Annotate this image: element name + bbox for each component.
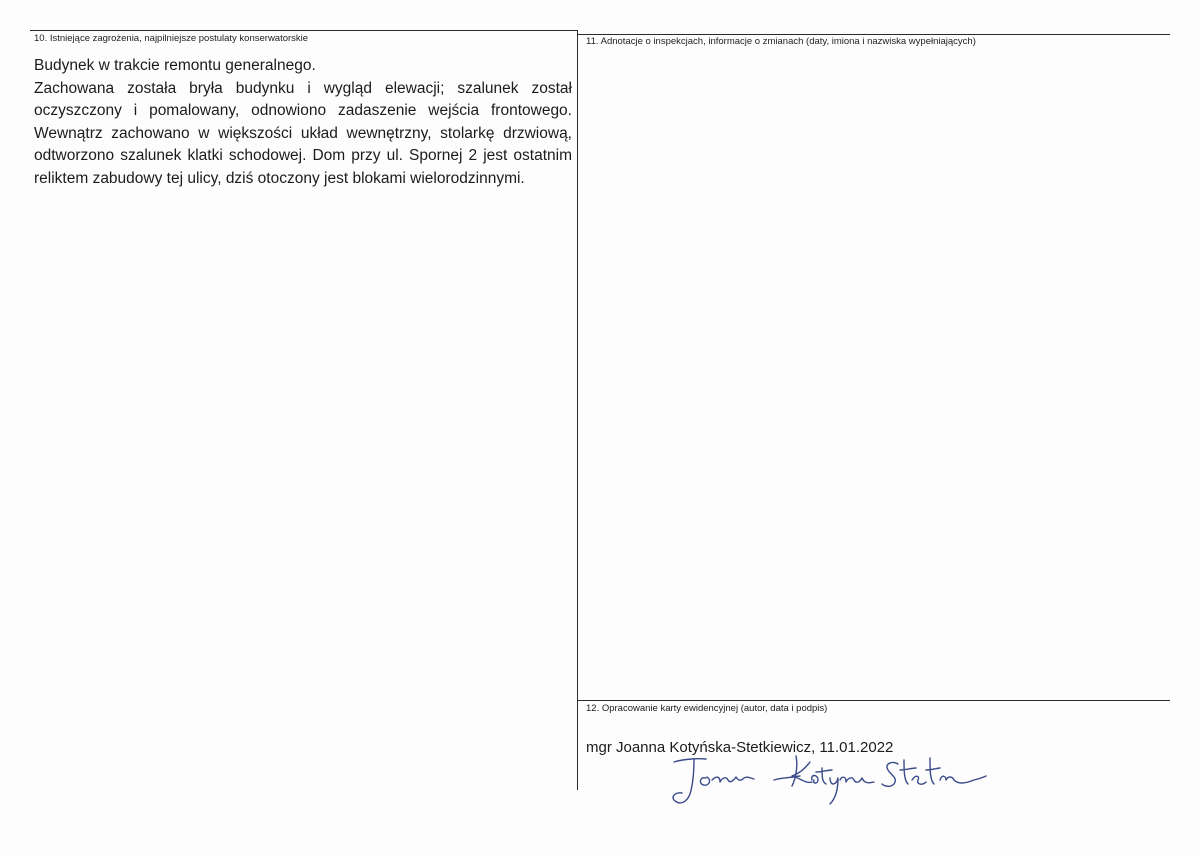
section-10-first-line: Budynek w trakcie remontu generalnego. <box>34 57 316 74</box>
section-11-top-rule <box>577 34 1170 35</box>
author-line: mgr Joanna Kotyńska-Stetkiewicz, 11.01.2022 <box>586 739 894 756</box>
handwritten-signature <box>650 740 990 816</box>
section-10-paragraph: Zachowana została bryła budynku i wygląd elewacji; szalunek został oczyszczony i pomalowany, odnowiono zadaszenie wejścia frontowego. Wewnątrz zachowano w większości układ wewnętrzny, stolarkę drzwiową, odtworzono szalunek klatki schodowej. Dom przy ul. Spornej 2 jest ostatnim reliktem zabudowy tej ulicy, dziś otoczony jest blokami wielorodzinnymi. <box>34 79 572 187</box>
section-12-label: 12. Opracowanie karty ewidencyjnej (autor, data i podpis) <box>586 703 828 714</box>
section-10-label: 10. Istniejące zagrożenia, najpilniejsze postulaty konserwatorskie <box>34 33 309 44</box>
record-card-page <box>30 30 1170 790</box>
section-10-content <box>34 55 572 190</box>
column-divider <box>577 30 578 790</box>
section-10-top-rule <box>30 30 577 31</box>
section-12-top-rule <box>577 700 1170 701</box>
section-11-label: 11. Adnotacje o inspekcjach, informacje o zmianach (daty, imiona i nazwiska wypełniających) <box>586 36 976 47</box>
